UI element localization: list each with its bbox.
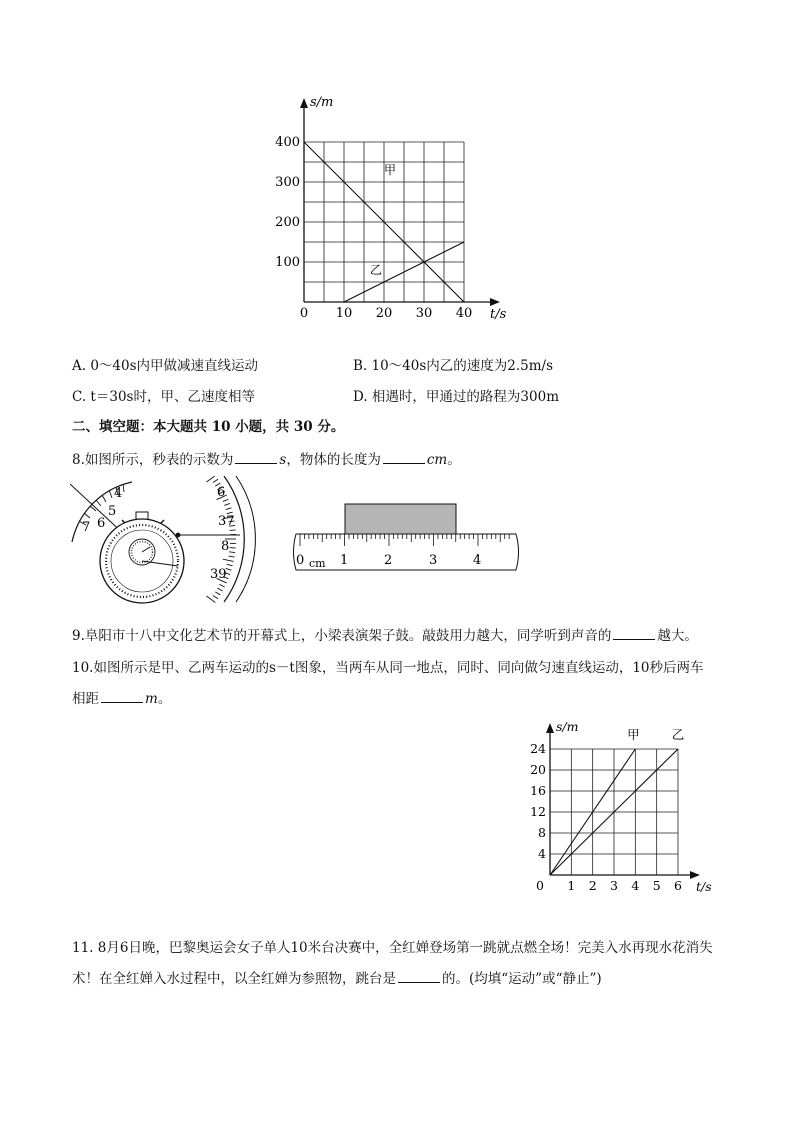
c1-legend-yi: 乙: [369, 263, 383, 277]
c1-y-arrow: [300, 98, 308, 108]
ruler-unit: cm: [309, 557, 326, 570]
q8-unit-s: s: [279, 452, 287, 468]
q8-text-a: 8.如图所示，秒表的示数为: [72, 452, 234, 468]
ruler-label-0: 0: [296, 553, 305, 568]
big-dial-tick: [213, 479, 218, 482]
c2-xlabel: t/s: [696, 879, 712, 894]
question-9: [72, 624, 698, 644]
c2-ytick-label: 12: [530, 804, 546, 819]
c2-ytick-label: 20: [530, 762, 546, 777]
small-dial-5: 5: [108, 504, 117, 519]
q11-blank[interactable]: [398, 970, 440, 983]
c2-legend-yi: 乙: [671, 727, 685, 742]
ruler-body: [294, 534, 519, 570]
q8-unit-cm: cm: [426, 452, 448, 468]
option-a: A. 0～40s内甲做减速直线运动: [72, 358, 259, 374]
c1-xlabel: t/s: [490, 307, 507, 322]
c2-ylabel: s/m: [556, 719, 579, 734]
q8-blank-length[interactable]: [383, 451, 425, 464]
section-title: 二、填空题：本大题共 10 小题，共 30 分。: [72, 419, 345, 435]
q9-text-a: 9.阜阳市十八中文化艺术节的开幕式上，小梁表演架子鼓。敲鼓用力越大，同学听到声音的: [72, 628, 612, 644]
big-dial-tick: [215, 592, 220, 595]
big-dial-tick: [206, 596, 215, 602]
c1-ytick-label: 100: [275, 255, 300, 270]
ruler-label-3: 3: [429, 553, 438, 568]
stopwatch-figure: [70, 476, 275, 606]
c2-xtick-label: 3: [610, 878, 618, 893]
c2-xtick-label: 5: [652, 878, 661, 893]
big-dial-tick: [224, 503, 230, 505]
question-11-line1: 11. 8月6日晚，巴黎奥运会女子单人10米台决赛中，全红婵登场第一跳就点燃全场！完美入水再现水花消失: [72, 940, 713, 956]
big-dial-tick: [227, 564, 233, 565]
small-dial-7: 7: [82, 520, 91, 535]
c1-xtick-label: 40: [455, 306, 473, 321]
big-dial-8: 8: [221, 539, 230, 554]
big-dial-39: 39: [210, 567, 227, 582]
c2-x-arrow: [690, 871, 700, 879]
c2-xtick-label: 6: [674, 878, 682, 893]
big-dial-tick: [213, 595, 218, 598]
option-d: D. 相遇时，甲通过的路程为300m: [353, 389, 559, 405]
c1-xtick-label: 10: [335, 306, 353, 321]
q8-blank-time[interactable]: [235, 451, 277, 464]
q10-text-b: 。: [157, 691, 172, 707]
c2-xtick-label: 0: [536, 878, 544, 893]
question-10-line2: [72, 687, 171, 707]
q10-unit-m: m: [145, 691, 158, 707]
c1-xtick-label: 30: [415, 306, 433, 321]
big-dial-tick: [229, 556, 235, 557]
c1-ylabel: s/m: [310, 95, 334, 110]
c2-ytick-label: 16: [530, 783, 546, 798]
st-graph-chart-1: [270, 92, 530, 327]
q9-blank[interactable]: [613, 627, 655, 640]
big-dial-tick: [217, 588, 222, 591]
c1-ytick-label: 300: [275, 175, 300, 190]
big-dial-tick: [229, 552, 235, 553]
c1-legend-jia: 甲: [383, 163, 397, 177]
q10-blank[interactable]: [101, 690, 143, 703]
big-dial-37: 37: [218, 514, 235, 529]
ruler-figure: [288, 500, 528, 575]
question-8: [72, 448, 461, 468]
q11-text-a: 术！在全红婵入水过程中，以全红婵为参照物，跳台是: [72, 971, 396, 987]
big-dial-tick: [230, 530, 236, 531]
q9-text-b: 越大。: [657, 628, 698, 644]
big-dial-tick: [223, 559, 234, 561]
c2-ytick-label: 4: [538, 846, 546, 861]
option-b: B. 10～40s内乙的速度为2.5m/s: [353, 358, 554, 374]
c2-y-arrow: [546, 723, 554, 733]
q11-text-b: 的。(均填“运动”或“静止”): [442, 971, 602, 987]
st-graph-chart-2: [520, 718, 730, 900]
question-10-line1: 10.如图所示是甲、乙两车运动的s－t图象，当两车从同一地点，同时、同向做匀速直线运动，10秒后两车: [72, 660, 704, 676]
c1-xtick-label: 20: [375, 306, 393, 321]
q8-text-c: 。: [447, 452, 461, 468]
c2-xtick-label: 2: [588, 878, 597, 893]
big-dial-tick: [219, 584, 224, 587]
c2-ytick-label: 8: [538, 825, 546, 840]
c1-xtick-label: 0: [299, 306, 309, 321]
measured-object: [345, 504, 456, 534]
small-dial-4: 4: [114, 486, 123, 501]
q8-text-b: ，物体的长度为: [286, 452, 381, 468]
q10-text-a: 相距: [72, 691, 99, 707]
small-dial-6: 6: [97, 516, 106, 531]
c1-ytick-label: 200: [275, 215, 300, 230]
big-dial-tick: [230, 548, 236, 549]
c2-xtick-label: 4: [631, 878, 640, 893]
chart1-labels: [275, 95, 506, 322]
big-dial-6: 6: [217, 485, 226, 500]
big-dial-tick: [206, 476, 215, 482]
ruler-label-2: 2: [384, 553, 393, 568]
c1-x-arrow: [490, 298, 500, 306]
c2-legend-jia: 甲: [627, 727, 640, 742]
c2-ytick-label: 24: [530, 741, 546, 756]
c1-ytick-label: 400: [275, 135, 300, 150]
big-dial-tick: [226, 508, 232, 510]
c2-xtick-label: 1: [567, 878, 576, 893]
question-11-line2: [72, 967, 602, 987]
ruler-label-1: 1: [340, 553, 349, 568]
option-c: C. t＝30s时，甲、乙速度相等: [72, 389, 255, 405]
ruler-label-4: 4: [473, 553, 482, 568]
